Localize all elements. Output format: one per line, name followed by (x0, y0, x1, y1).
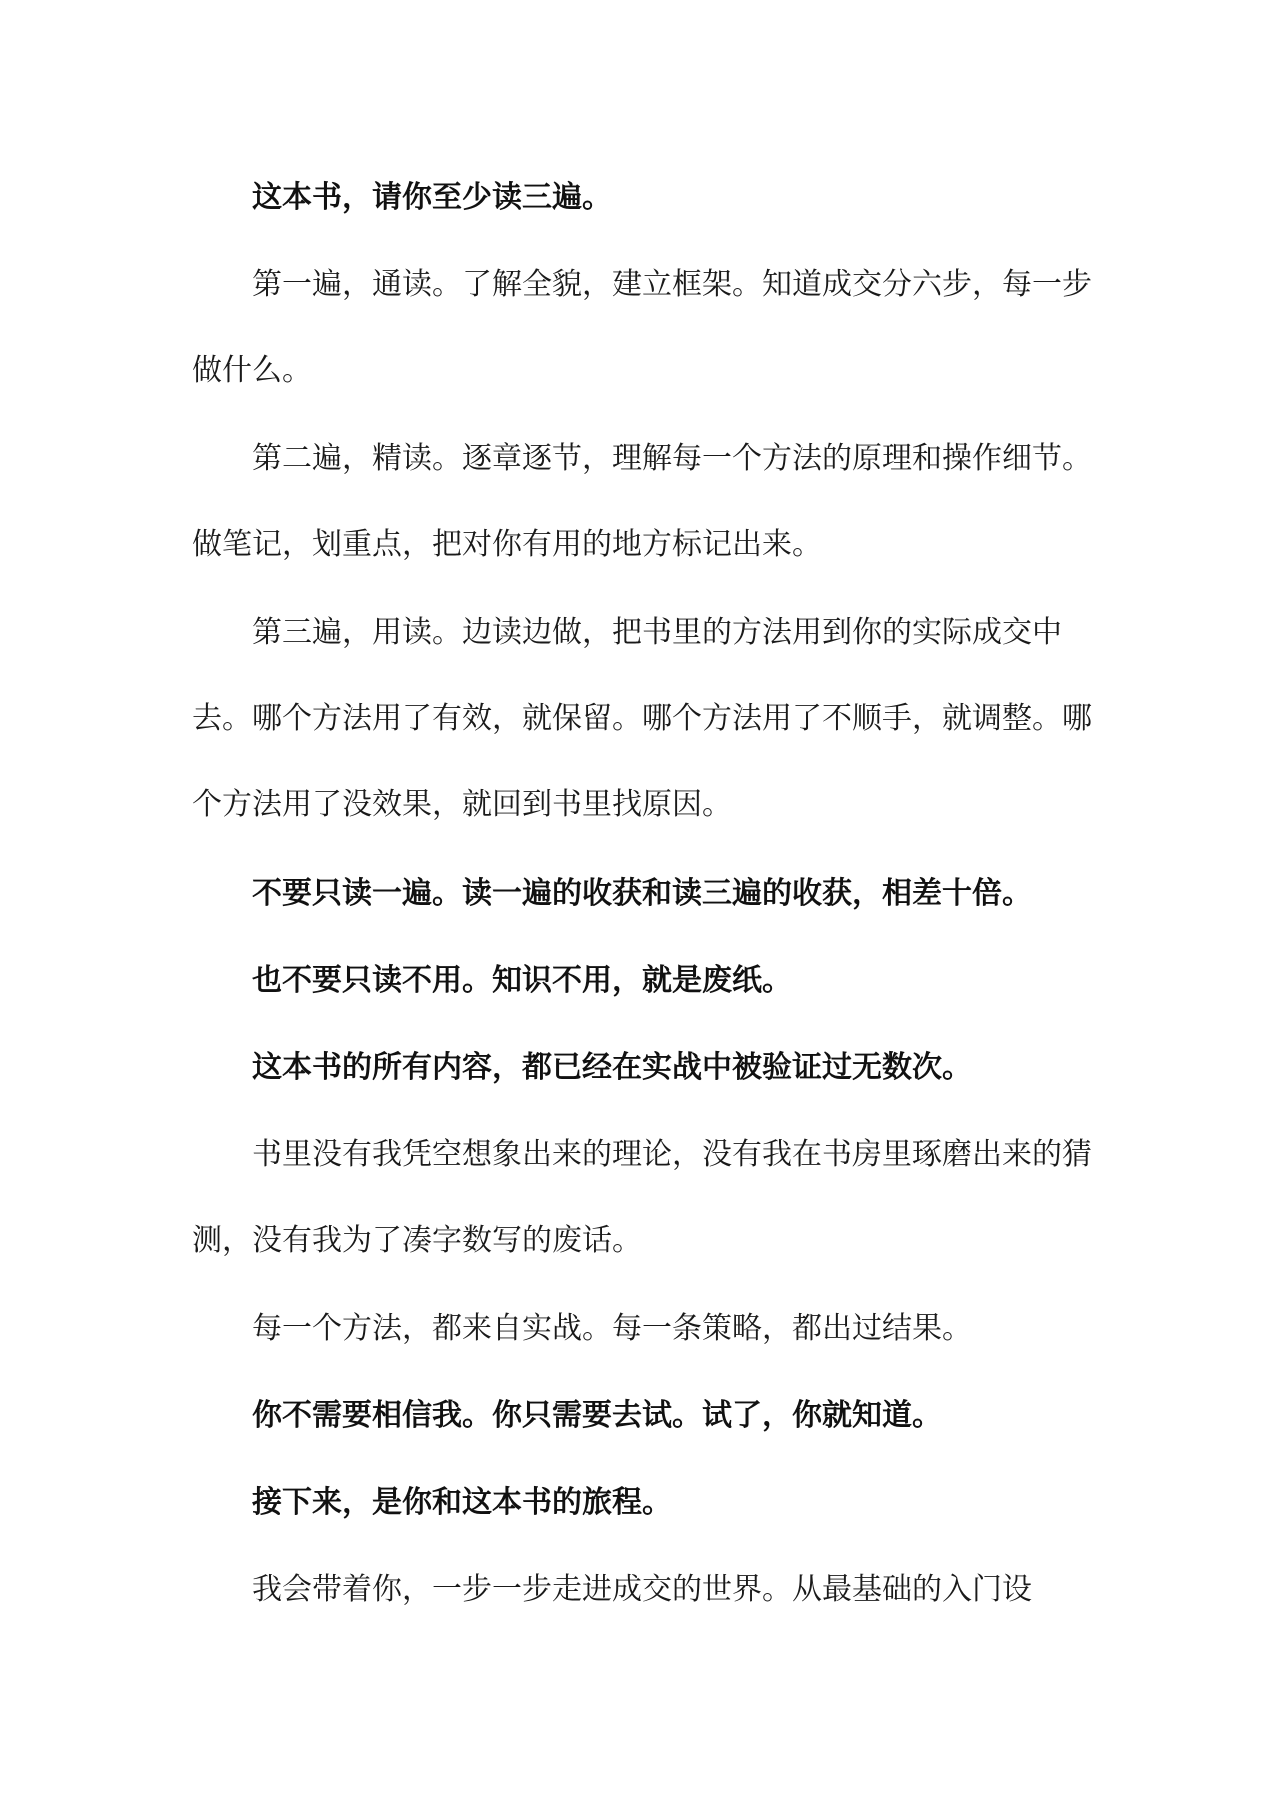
paragraph-from-practice: 每一个方法，都来自实战。每一条策略，都出过结果。 (252, 1311, 972, 1346)
paragraph-read-and-use: 也不要只读不用。知识不用，就是废纸。 (252, 963, 792, 998)
paragraph-just-try: 你不需要相信我。你只需要去试。试了，你就知道。 (252, 1398, 942, 1433)
paragraph-second-reading: 第二遍，精读。逐章逐节，理解每一个方法的原理和操作细节。做笔记，划重点，把对你有用的地方标记出来。 (192, 441, 1092, 562)
paragraph-lead-you: 我会带着你，一步一步走进成交的世界。从最基础的入门设 (252, 1572, 1032, 1607)
paragraph-read-three-times: 这本书，请你至少读三遍。 (252, 180, 612, 215)
paragraph-journey: 接下来，是你和这本书的旅程。 (252, 1485, 672, 1520)
paragraph-verified: 这本书的所有内容，都已经在实战中被验证过无数次。 (252, 1050, 972, 1085)
paragraph-third-reading: 第三遍，用读。边读边做，把书里的方法用到你的实际成交中去。哪个方法用了有效，就保留。哪个方法用了不顺手，就调整。哪个方法用了没效果，就回到书里找原因。 (192, 615, 1092, 822)
paragraph-not-only-once: 不要只读一遍。读一遍的收获和读三遍的收获，相差十倍。 (252, 876, 1032, 911)
paragraph-no-theory: 书里没有我凭空想象出来的理论，没有我在书房里琢磨出来的猜测，没有我为了凑字数写的废话。 (192, 1137, 1092, 1258)
paragraph-first-reading: 第一遍，通读。了解全貌，建立框架。知道成交分六步，每一步做什么。 (192, 267, 1092, 388)
